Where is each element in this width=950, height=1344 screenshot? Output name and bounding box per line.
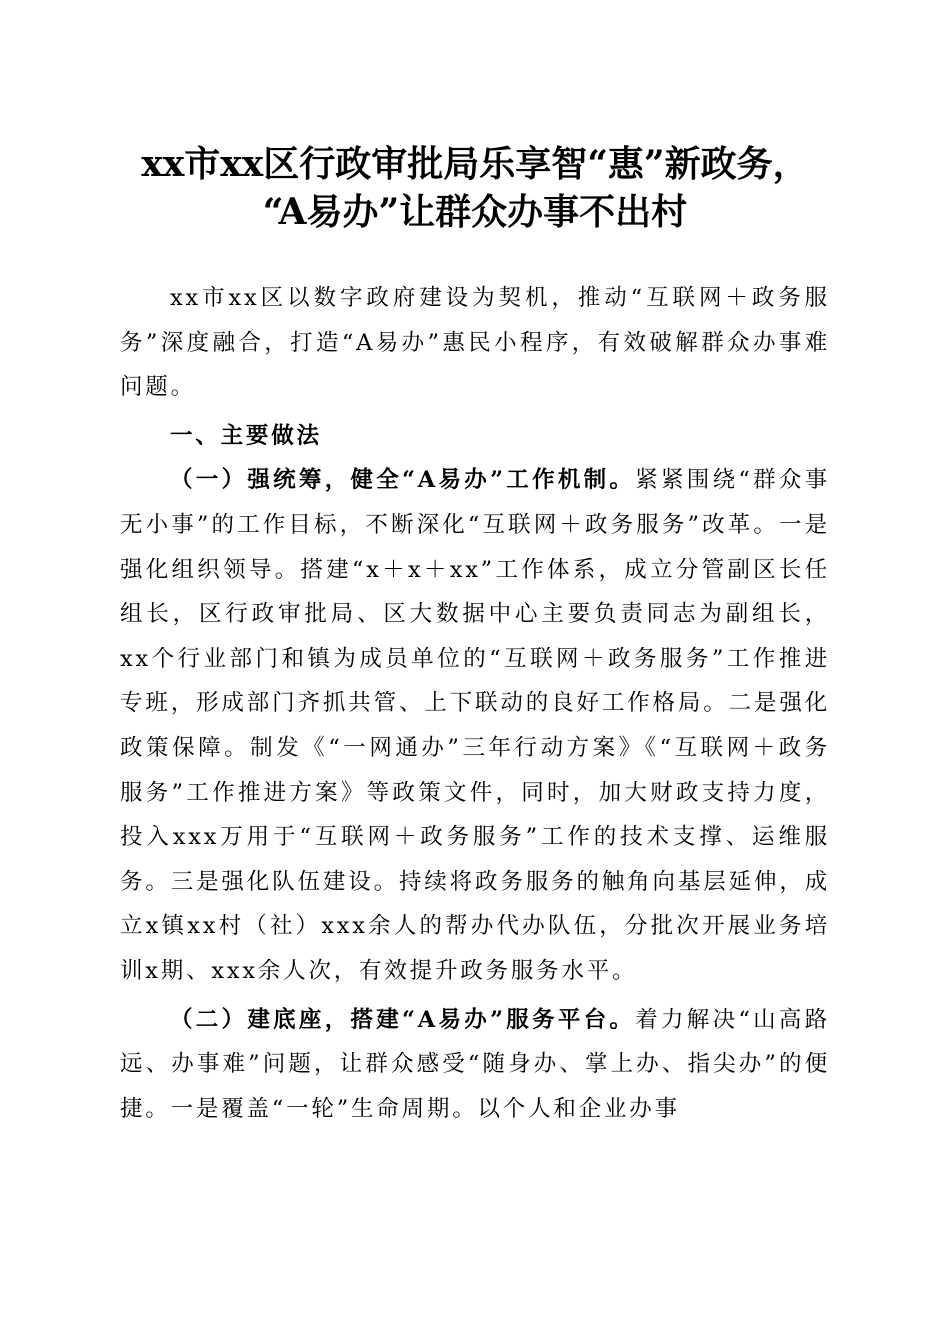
- section-heading: 一、主要做法: [170, 422, 322, 449]
- paragraph-2-lead: （二）建底座，搭建“A易办”服务平台。: [170, 1006, 636, 1033]
- paragraph-2: [120, 998, 830, 1132]
- paragraph-2-body: 着力解决“山高路远、办事难”问题，让群众感受“随身办、掌上办、指尖办”的便捷。一是覆盖“一轮”生命周期。以个人和企业办事: [120, 1006, 830, 1122]
- document-body: [120, 276, 830, 1131]
- title-line-2: “A易办”让群众办事不出村: [262, 191, 688, 233]
- paragraph-1-lead: （一）强统筹，健全“A易办”工作机制。: [170, 467, 636, 494]
- title-line-1: xx市xx区行政审批局乐享智“惠”新政务，: [141, 143, 809, 185]
- intro-paragraph: xx市xx区以数字政府建设为契机，推动“互联网＋政务服务”深度融合，打造“A易办”惠民小程序，有效破解群众办事难问题。: [120, 285, 830, 401]
- paragraph-1: [120, 458, 830, 993]
- paragraph-1-body: 紧紧围绕“群众事无小事”的工作目标，不断深化“互联网＋政务服务”改革。一是强化组织领导。搭建“x＋x＋xx”工作体系，成立分管副区长任组长，区行政审批局、区大数据中心主要负责同志为副组长，xx个行业部门和镇为成员单位的“互联网＋政务服务”工作推进专班，形成部门齐抓共管、上下联动的良好工作格局。二是强化政策保障。制发《“一网通办”三年行动方案》《“互联网＋政务服务”工作推进方案》等政策文件，同时，加大财政支持力度，投入xxx万用于“互联网＋政务服务”工作的技术支撑、运维服务。三是强化队伍建设。持续将政务服务的触角向基层延伸，成立x镇xx村（社）xxx余人的帮办代办队伍，分批次开展业务培训x期、xxx余人次，有效提升政务服务水平。: [120, 467, 830, 984]
- document-title: [100, 140, 850, 236]
